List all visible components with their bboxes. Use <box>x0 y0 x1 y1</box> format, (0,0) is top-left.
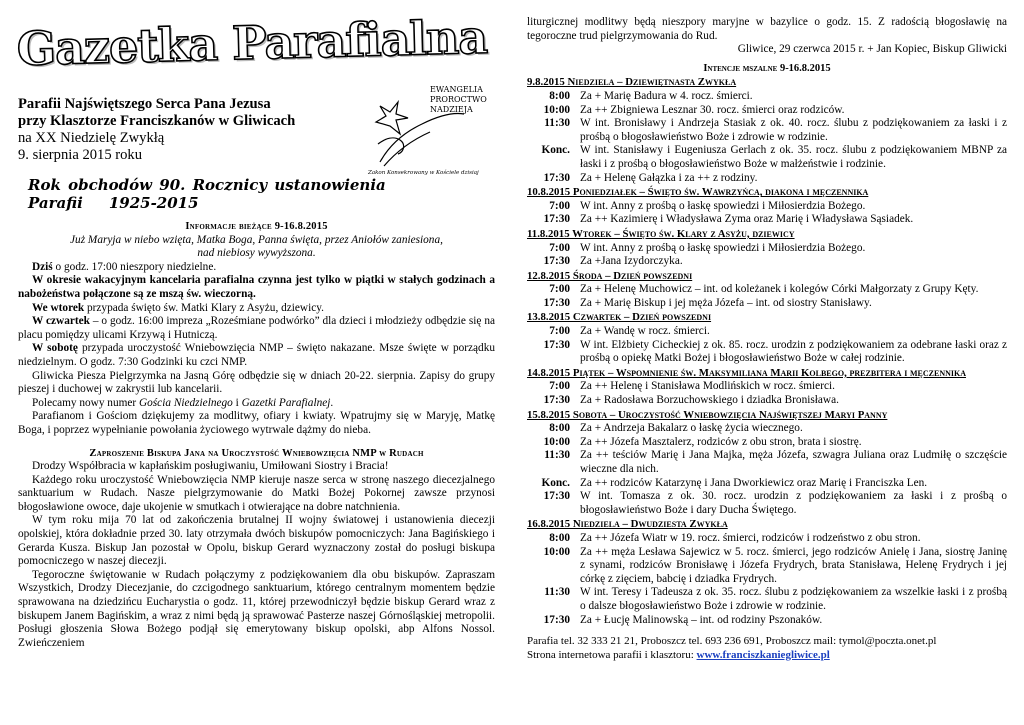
jubilee-banner <box>28 176 495 212</box>
invitation-greeting: Drodzy Współbracia w kapłańskim posługiwaniu, Umiłowani Siostry i Bracia! <box>32 460 389 473</box>
mass-intention-text: Za + Łucję Malinowską – int. od rodziny Pszonaków. <box>580 613 823 626</box>
mass-intention-text: Za + Radosława Borzuchowskiego i dziadka Bronisława. <box>580 394 839 407</box>
mass-time: 10:00 <box>543 545 570 558</box>
mass-intention-row <box>527 586 1007 613</box>
mass-intention-text: W int. Elżbiety Cicheckiej z ok. 85. rocz. urodzin z podziękowaniem za odebrane łaski oraz z prośbą o opiekę Matki Bożej i błogosławieństwo Boże w całej rodzinie. <box>580 338 1007 365</box>
emblem-text-3: NADZIEJA <box>430 105 473 114</box>
mass-intention-text: Za ++ Kazimierę i Władysława Zyma oraz Marię i Władysława Sąsiadek. <box>580 213 914 226</box>
emblem-caption: Zakon Konsekrowany w Kościele dzisiaj <box>368 170 479 176</box>
parish-name-line: Parafii Najświętszego Serca Pana Jezusa <box>18 96 271 112</box>
mass-intention-text: Za ++ Józefa Masztalerz, rodziców z obu stron, brata i siostrę. <box>580 435 862 448</box>
mass-time: 17:30 <box>543 296 570 309</box>
mass-intention-row <box>527 546 1007 587</box>
jubilee-years: 1925-2015 <box>108 194 199 212</box>
website-link[interactable]: www.franciszkaniegliwice.pl <box>696 648 830 661</box>
masthead-title: Gazetka Parafialna <box>16 9 488 77</box>
intentions-title: Intencje mszalne 9-16.8.2015 <box>703 62 831 74</box>
marian-motto-line-2: nad niebiosy wywyższona. <box>197 247 316 260</box>
announcement-thanks: Parafianom i Gościom dziękujemy za modlitwy, ofiary i kwiaty. Wpatrujmy się w Maryję, Matkę Boga, i poprzez wypełnianie powołania życiowego wytrwale dążmy do nieba. <box>18 410 495 436</box>
mass-intention-text: Za + Marię Badura w 4. rocz. śmierci. <box>580 89 753 102</box>
mass-intention-row <box>527 144 1007 171</box>
mass-time: 17:30 <box>543 338 570 351</box>
contact-phones: Parafia tel. 32 333 21 21, Proboszcz tel. 693 236 691, Proboszcz mail: tymol@poczta.onet.pl <box>527 635 937 648</box>
invitation-paragraph-1: Każdego roku uroczystość Wniebowzięcia NMP kieruje nasze serca w stronę naszego diecezjalnego sanktuarium w Rudach. Nasze pielgrzymowanie do Matki Bożej Pokornej zawsze przynosi błogosławione owoce, daje ukojenie w smutkach i otwierające na dobre natchnienia. <box>18 473 495 513</box>
marian-motto-line-1: Już Maryja w niebo wzięta, Matka Boga, Panna święta, przez Aniołów zaniesiona, <box>70 233 443 246</box>
mass-intention-row <box>527 477 1007 491</box>
announcement-tuesday: We wtorek przypada święto św. Matki Klary z Asyżu, dziewicy. <box>32 301 324 314</box>
parish-location-line: przy Klasztorze Franciszkanów w Gliwicach <box>18 113 296 129</box>
mass-time: 11:30 <box>544 449 570 462</box>
mass-intention-row <box>527 614 1007 628</box>
announcement-thursday: W czwartek – o godz. 16:00 impreza „Roześmiane podwórko” dla dzieci i młodzieży odbędzie się na placu pomiędzy ulicami Krzywą i Hutniczą. <box>18 315 495 341</box>
parish-header <box>18 85 495 176</box>
day-heading: 15.8.2015 Sobota – Uroczystość Wniebowzięcia Najświętszej Maryi Panny <box>527 408 888 421</box>
emblem-text-1: EWANGELIA <box>430 85 483 94</box>
mass-intention-row <box>527 242 1007 256</box>
mass-time: 7:00 <box>549 283 570 296</box>
mass-time: 17:30 <box>543 490 570 503</box>
mass-intention-text: W int. Stanisławy i Eugeniusza Gerlach z ok. 35. rocz. ślubu z podziękowaniem MBNP za łaski i z prośbą o błogosławieństwo Boże w małżeństwie i rodzinie. <box>580 144 1007 170</box>
invitation-title: Zaproszenie Biskupa Jana na Uroczystość Wniebowzięcia NMP w Rudach <box>89 447 424 459</box>
mass-intention-row <box>527 213 1007 227</box>
bishop-signature: Gliwice, 29 czerwca 2015 r. + Jan Kopiec, Biskup Gliwicki <box>737 43 1007 56</box>
day-heading: 14.8.2015 Piątek – Wspomnienie św. Maksymiliana Marii Kolbego, prezbitera i męczennika <box>527 366 967 379</box>
mass-intention-text: W int. Teresy i Tadeusza z ok. 35. rocz. ślubu z podziękowaniem za wszelkie łaski i z prośbą o dalsze błogosławieństwo Boże i zdrowie w rodzinie. <box>580 586 1007 612</box>
mass-intention-text: Za + Wandę w rocz. śmierci. <box>580 325 710 338</box>
mass-intention-row <box>527 117 1007 144</box>
left-column <box>18 6 495 650</box>
mass-time: 17:30 <box>543 394 570 407</box>
mass-time: 11:30 <box>544 586 570 599</box>
mass-time: 17:30 <box>543 255 570 268</box>
announcement-pilgrimage: Gliwicka Piesza Pielgrzymka na Jasną Górę odbędzie się w dniach 20-22. sierpnia. Zapisy do grupy pieszej i duchowej w zakrystii lub kancelarii. <box>18 369 495 396</box>
mass-intention-text: Za ++ Helenę i Stanisława Modlińskich w rocz. śmierci. <box>580 380 835 393</box>
announcement-new-issue: Polecamy nowy numer Gościa Niedzielnego i Gazetki Parafialnej. <box>32 396 334 409</box>
mass-intention-row <box>527 532 1007 546</box>
consecrated-life-logo <box>360 74 487 178</box>
mass-intention-text: Za + Marię Biskup i jej męża Józefa – int. od siostry Stanisławy. <box>580 296 872 309</box>
mass-time: Konc. <box>541 476 570 489</box>
mass-intention-text: W int. Anny z prośbą o łaskę spowiedzi i Miłosierdzia Bożego. <box>580 199 866 212</box>
mass-intention-row <box>527 449 1007 476</box>
mass-time: 7:00 <box>549 199 570 212</box>
mass-time: 8:00 <box>549 422 570 435</box>
invitation-paragraph-3: Tegoroczne świętowanie w Rudach połączymy z podziękowaniem dla obu biskupów. Zapraszam Wszystkich, Drodzy Diecezjanie, do czcigodnego sanktuarium, którego centralnym momentem będzie sprawowana na dziedzińcu Eucharystia o godz. 11, której przewodniczył będzie biskup Gerard wraz z biskupem Janem Bagińskim, a wraz z nimi będą ją sprawować Pasterze naszej Górnośląskiej metropolii. Posługi głoszenia Słowa Bożego podjął się emerytowany biskup opolski, abp Alfons Nossol. Zwieńczeniem <box>18 568 495 649</box>
mass-intention-row <box>527 380 1007 394</box>
mass-time: 17:30 <box>543 213 570 226</box>
day-heading: 16.8.2015 Niedziela – Dwudziesta Zwykła <box>527 518 728 531</box>
mass-intention-text: W int. Bronisławy i Andrzeja Stasiak z ok. 40. rocz. ślubu z podziękowaniem za łaski i z prośbą o błogosławieństwo Boże i zdrowie w rodzinie. <box>580 117 1007 143</box>
mass-intention-row <box>527 297 1007 311</box>
day-heading: 10.8.2015 Poniedziałek – Święto św. Wawrzyńca, diakona i męczennika <box>527 186 869 199</box>
mass-intention-row <box>527 200 1007 214</box>
day-heading: 11.8.2015 Wtorek – Święto św. Klary z Asyżu, dziewicy <box>527 227 795 240</box>
jubilee-text: Rok obchodów 90. Rocznicy ustanowienia Parafii <box>28 176 386 212</box>
mass-intention-row <box>527 172 1007 186</box>
mass-intention-text: Za + Helenę Gałązka i za ++ z rodziny. <box>580 171 758 184</box>
mass-time: 10:00 <box>543 103 570 116</box>
day-heading: 13.8.2015 Czwartek – Dzień powszedni <box>527 311 712 324</box>
mass-intention-text: Za ++ rodziców Katarzynę i Jana Dworkiewicz oraz Marię i Franciszka Len. <box>580 476 928 489</box>
mass-time: Konc. <box>541 144 570 157</box>
emblem-text-2: PROROCTWO <box>430 95 487 104</box>
announcement-office-hours: W okresie wakacyjnym kancelaria parafialna czynna jest tylko w piątki w stałych godzinach a nabożeństwa połączone są ze mszą św. wieczorną. <box>18 274 495 300</box>
mass-intention-row <box>527 104 1007 118</box>
mass-intention-text: Za ++ Zbigniewa Lesznar 30. rocz. śmierci oraz rodziców. <box>580 103 845 116</box>
contact-footer <box>527 635 1007 662</box>
website-line: Strona internetowa parafii i klasztoru: www.franciszkaniegliwice.pl <box>527 648 830 661</box>
mass-time: 17:30 <box>543 613 570 626</box>
mass-intention-row <box>527 339 1007 366</box>
mass-time: 7:00 <box>549 380 570 393</box>
mass-intention-row <box>527 283 1007 297</box>
day-heading: 12.8.2015 Środa – Dzień powszedni <box>527 269 693 282</box>
mass-intentions-table <box>527 75 1007 627</box>
mass-intention-row <box>527 255 1007 269</box>
mass-intention-row <box>527 394 1007 408</box>
mass-intention-row <box>527 325 1007 339</box>
mass-intention-row <box>527 490 1007 517</box>
day-heading: 9.8.2015 Niedziela – Dziewiętnasta Zwykła <box>527 76 737 89</box>
mass-intention-row <box>527 436 1007 450</box>
mass-intention-text: Za + Helenę Muchowicz – int. od koleżanek i kolegów Córki Małgorzaty z Grupy Kęty. <box>580 283 979 296</box>
mass-time: 8:00 <box>549 89 570 102</box>
mass-intention-text: Za ++ teściów Marię i Jana Majka, męża Józefa, szwagra Juliana oraz Ludmiłę o szczęście wieczne dla nich. <box>580 449 1007 475</box>
mass-intention-text: W int. Tomasza z ok. 30. rocz. urodzin z podziękowaniem za łaski i z prośbą o błogosławieństwo Boże i dary Ducha Świętego. <box>580 490 1007 516</box>
mass-intention-text: Za ++ Józefa Wiatr w 19. rocz. śmierci, rodziców i rodzeństwo z obu stron. <box>580 531 921 544</box>
mass-intention-text: Za +Jana Izydorczyka. <box>580 255 683 268</box>
invitation-paragraph-2: W tym roku mija 70 lat od zakończenia brutalnej II wojny światowej i ustanowienia diecezji opolskiej, która dokładnie przed 30. laty otrzymała dwóch biskupów pomocniczych: Jana Bagińskiego i Gerarda Kusza. Biskup Jan pozostał w Opolu, biskup Gerard wyznaczony został do posługi biskupa pomocniczego w naszej diecezji. <box>18 514 495 568</box>
announcement-saturday: W sobotę przypada uroczystość Wniebowzięcia NMP – święto nakazane. Msze święte w porządku niedzielnym. O godz. 7:30 Godzinki ku czci NMP. <box>18 342 495 368</box>
date-line: 9. sierpnia 2015 roku <box>18 147 143 163</box>
info-section-title: Informacje bieżące 9-16.8.2015 <box>185 221 328 232</box>
mass-intention-text: Za ++ męża Lesława Sajewicz w 5. rocz. śmierci, jego rodziców Anielę i Jana, siostrę Janinę z synami, rodziców Bronisławę i Józefa Frydrych, brata Stanisława, Helenę Frydrych i jej córkę z zięciem, babcię i dziadka Frydrych. <box>580 545 1007 585</box>
invitation-continuation: liturgicznej modlitwy będą nieszpory maryjne w bazylice o godz. 15. Z radością błogosławię na tegoroczne trud pielgrzymowania do Rud. <box>527 16 1007 42</box>
mass-intention-row <box>527 422 1007 436</box>
mass-intention-text: Za + Andrzeja Bakalarz o łaskę życia wiecznego. <box>580 422 803 435</box>
mass-time: 17:30 <box>543 171 570 184</box>
mass-time: 7:00 <box>549 325 570 338</box>
mass-time: 8:00 <box>549 531 570 544</box>
announcement-vespers: Dziś o godz. 17:00 nieszpory niedzielne. <box>32 260 217 273</box>
right-column <box>527 16 1007 662</box>
sunday-line: na XX Niedzielę Zwykłą <box>18 130 165 146</box>
mass-time: 11:30 <box>544 117 570 130</box>
mass-intention-text: W int. Anny z prośbą o łaskę spowiedzi i Miłosierdzia Bożego. <box>580 241 866 254</box>
mass-time: 7:00 <box>549 241 570 254</box>
mass-intention-row <box>527 90 1007 104</box>
mass-time: 10:00 <box>543 435 570 448</box>
